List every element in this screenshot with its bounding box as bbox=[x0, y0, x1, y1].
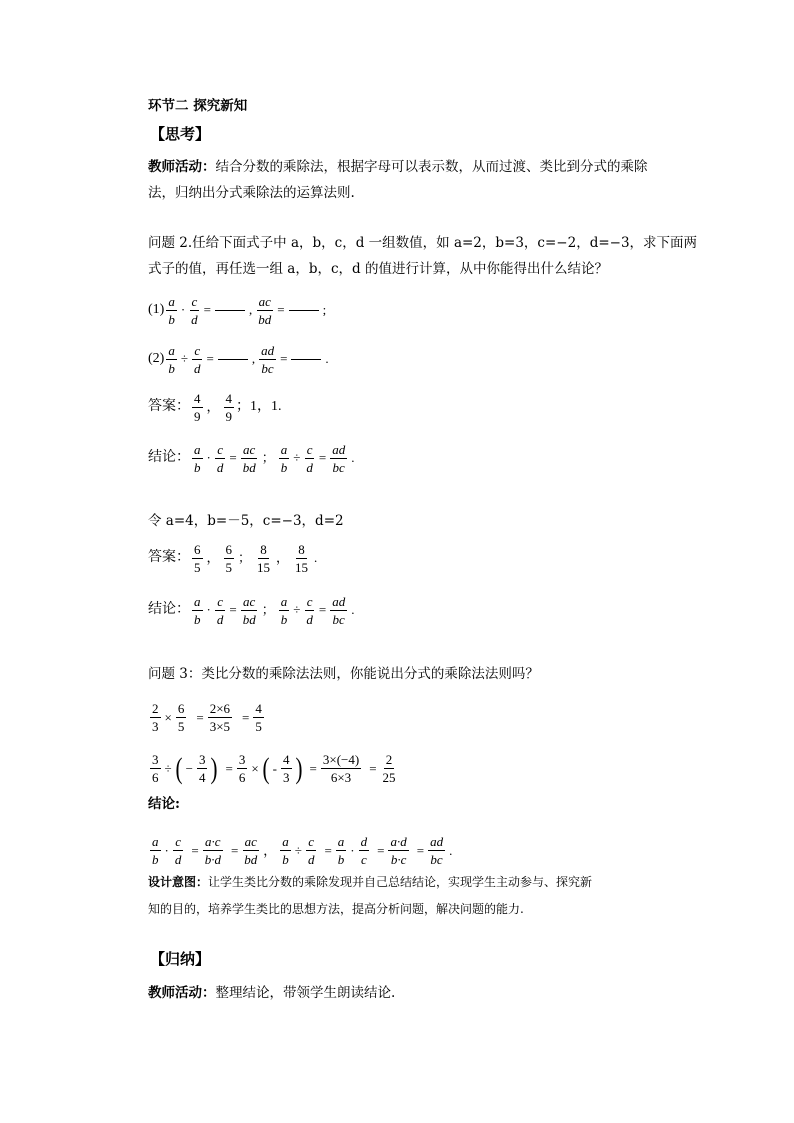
fraction-multiply-example: $\frac{2}{3}$ × $\frac{6}{5}$ = $\frac{2\times 6}{3\times 5}$ = $\frac{4}{5}$ bbox=[152, 701, 262, 734]
item-2: (2) $\frac{a}{b}$ ÷ $\frac{c}{d}$ = , $\frac{ad}{bc}$ = . bbox=[148, 339, 331, 378]
conclusion-2: 结论： $\frac{a}{b}$ · $\frac{c}{d}$ = $\frac{ac}{bd}$ ； $\frac{a}{b}$ ÷ $\frac{c}{d}$ = $\frac{ad}{bc}$ . bbox=[148, 590, 356, 629]
design-intent-line-1 bbox=[148, 872, 592, 892]
summary-heading: 【归纳】 bbox=[150, 950, 211, 968]
conclusion-label: 结论： bbox=[148, 450, 190, 465]
conclusion-label-2: 结论： bbox=[148, 602, 190, 617]
teacher-label: 教师活动： bbox=[148, 159, 216, 175]
think-heading: 【思考】 bbox=[150, 125, 211, 143]
conclusion-1: 结论： $\frac{a}{b}$ · $\frac{c}{d}$ = $\frac{ac}{bd}$ ； $\frac{a}{b}$ ÷ $\frac{c}{d}$ = $\frac{ad}{bc}$ . bbox=[148, 438, 356, 477]
design-label: 设计意图： bbox=[148, 875, 209, 889]
item-2-label: (2) bbox=[148, 351, 165, 366]
question-2-line-1: 问题 2.任给下面式子中 a，b，c，d 一组数值，如 a=2，b=3，c=−2，d=−3，求下面两 bbox=[148, 235, 698, 251]
conclusion-bold-label: 结论: bbox=[148, 796, 180, 812]
item-1: (1) $\frac{a}{b}$ · $\frac{c}{d}$ = , $\frac{ac}{bd}$ = ; bbox=[148, 290, 328, 329]
question-2-line-2: 式子的值，再任选一组 a，b，c，d 的值进行计算，从中你能得出什么结论？ bbox=[148, 261, 608, 277]
let-values: 令 a=4，b=－5，c=−3，d=2 bbox=[148, 513, 344, 529]
teacher-label-2: 教师活动： bbox=[148, 985, 216, 1001]
design-text-2: 知的目的，培养学生类比的思想方法，提高分析问题，解决问题的能力. bbox=[148, 902, 524, 916]
general-rule: $\frac{a}{b}$ · $\frac{c}{d}$ = $\frac{a\cdot c}{b\cdot d}$ = $\frac{ac}{bd}$ ， $\frac{a}{b}$ ÷ $\frac{c}{d}$ = $\frac{a}{b}$ · $\frac{d}{c}$ = $\frac{a\cdot d}{b\cdot c}$ = $\frac{ad}{bc}$ . bbox=[152, 834, 453, 867]
teacher-text-1: 结合分数的乘除法，根据字母可以表示数，从而过渡、类比到分式的乘除 bbox=[215, 159, 648, 175]
answer-label: 答案： bbox=[148, 399, 190, 414]
item-1-label: (1) bbox=[148, 302, 165, 317]
teacher-activity-line-1 bbox=[148, 157, 648, 177]
answer-1: 答案： $\frac{4}{9}$ ， $\frac{4}{9}$ ；1，1. bbox=[148, 387, 282, 426]
answer-1-tail: ；1，1. bbox=[236, 399, 282, 414]
summary-teacher-activity bbox=[148, 983, 395, 1003]
fraction-divide-example: $\frac{3}{6}$ ÷ ( − $\frac{3}{4}$ ) = $\frac{3}{6}$ × ( - $\frac{4}{3}$ ) = $\frac{3\times(-4)}{6\times 3}$ = $\frac{2}{25}$ bbox=[152, 751, 396, 785]
design-text-1: 让学生类比分数的乘除发现并自己总结结论，实现学生主动参与、探究新 bbox=[208, 875, 593, 889]
question-3: 问题 3：类比分数的乘除法法则，你能说出分式的乘除法法则吗？ bbox=[148, 666, 539, 682]
section-title: 环节二 探究新知 bbox=[148, 98, 248, 114]
answer-label-2: 答案： bbox=[148, 550, 190, 565]
teacher-text-2: 法，归纳出分式乘除法的运算法则. bbox=[148, 185, 355, 201]
answer-2: 答案： $\frac{6}{5}$ ， $\frac{6}{5}$ ； $\frac{8}{15}$ ， $\frac{8}{15}$ . bbox=[148, 538, 319, 577]
summary-text: 整理结论，带领学生朗读结论. bbox=[215, 985, 396, 1001]
